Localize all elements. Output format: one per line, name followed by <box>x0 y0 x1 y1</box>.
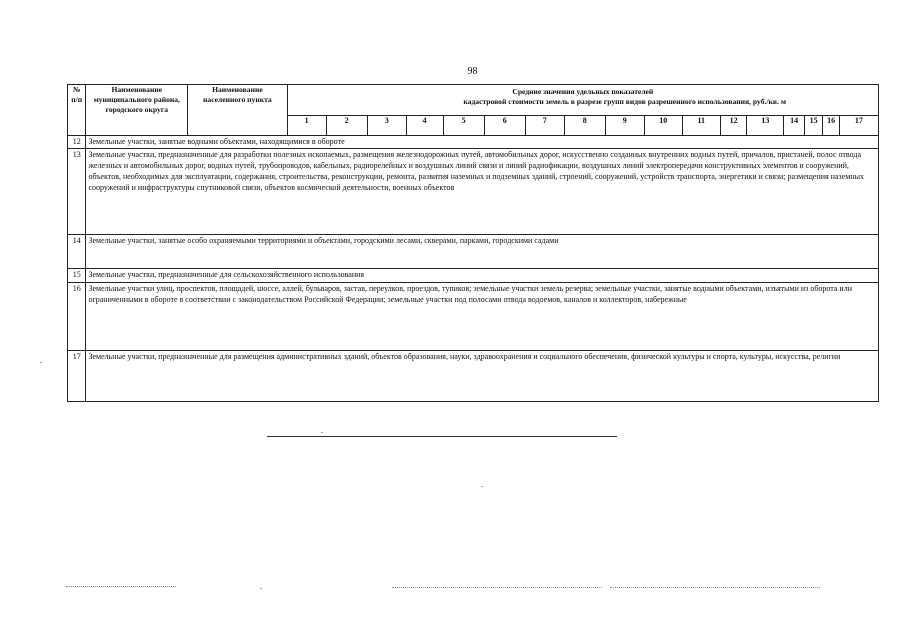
scan-artifact <box>66 586 176 587</box>
scan-artifact <box>260 588 262 589</box>
scan-artifact <box>481 486 483 487</box>
land-value-table <box>67 84 879 402</box>
row-number: 15 <box>68 269 86 283</box>
header-settlement: Наименование населенного пункта <box>188 85 288 136</box>
group-number: 9 <box>605 116 644 136</box>
row-description: Земельные участки, занятые водными объектами, находящимися в обороте <box>86 136 879 149</box>
row-number: 12 <box>68 136 86 149</box>
row-number: 14 <box>68 235 86 269</box>
row-description: Земельные участки, предназначенные для сельскохозяйственного использования <box>86 269 879 283</box>
header-title <box>287 85 878 116</box>
row-description: Земельные участки, предназначенные для разработки полезных ископаемых, размещения железнодорожных путей, автомобильных дорог, искусственно созданных внутренних водных путей, причалов, пристаней, полос отвода железных и автомобильных дорог, водных путей, трубопроводов, кабельных, радиорелейных и воздушных линий связи и линий радиофикации, воздушных линий электропередачи конструктивных элементов и сооружений, объектов, необходимых для эксплуатации, содержания, строительства, реконструкции, ремонта, развития наземных и подземных зданий, строений, сооружений, устройств транспорта, энергетики и связи; размещения наземных сооружений и инфраструктуры спутниковой связи, объектов космической деятельности, военных объектов <box>86 149 879 235</box>
group-number: 1 <box>287 116 326 136</box>
group-number: 4 <box>406 116 443 136</box>
group-number: 3 <box>367 116 406 136</box>
group-number: 14 <box>784 116 805 136</box>
group-number: 13 <box>747 116 784 136</box>
group-number: 15 <box>804 116 822 136</box>
scan-artifact <box>610 587 820 588</box>
table-row <box>68 149 879 235</box>
table-row <box>68 235 879 269</box>
header-title-line2: кадастровой стоимости земель в разрезе групп видов разрешенного использования, руб./кв. м <box>463 96 786 106</box>
page-number: 98 <box>467 66 478 77</box>
row-description: Земельные участки улиц, проспектов, площадей, шоссе, аллей, бульваров, застав, переулков, проездов, тупиков; земельные участки земель резерва; земельные участки, занятые водными объектами, изъятыми из оборота или ограниченными в обороте в соответствии с законодательством Российской Федерации; земельные участки под полосами отвода водоемов, каналов и коллекторов, набережные <box>86 283 879 351</box>
group-number: 11 <box>682 116 720 136</box>
scan-artifact <box>392 587 602 588</box>
table-row <box>68 136 879 149</box>
group-number: 16 <box>823 116 839 136</box>
row-description: Земельные участки, занятые особо охраняемыми территориями и объектами, городскими лесами, скверами, парками, городскими садами <box>86 235 879 269</box>
group-number: 2 <box>326 116 367 136</box>
table-row <box>68 351 879 402</box>
group-number: 5 <box>443 116 484 136</box>
header-title-line1: Средние значения удельных показателей <box>512 87 654 96</box>
scan-artifact <box>40 362 42 363</box>
group-number: 12 <box>720 116 747 136</box>
row-number: 13 <box>68 149 86 235</box>
end-of-table-rule <box>267 436 617 437</box>
group-number: 7 <box>525 116 564 136</box>
header-num: № п/п <box>68 85 86 136</box>
group-number: 17 <box>839 116 878 136</box>
row-description: Земельные участки, предназначенные для размещения административных зданий, объектов образования, науки, здравоохранения и социального обеспечения, физической культуры и спорта, культуры, искусства, религии <box>86 351 879 402</box>
group-number: 10 <box>644 116 682 136</box>
row-number: 17 <box>68 351 86 402</box>
group-number: 6 <box>484 116 525 136</box>
scan-artifact <box>321 432 323 433</box>
row-number: 16 <box>68 283 86 351</box>
group-number: 8 <box>564 116 605 136</box>
table-row <box>68 283 879 351</box>
header-district: Наименование муниципального района, городского округа <box>86 85 188 136</box>
table-row <box>68 269 879 283</box>
